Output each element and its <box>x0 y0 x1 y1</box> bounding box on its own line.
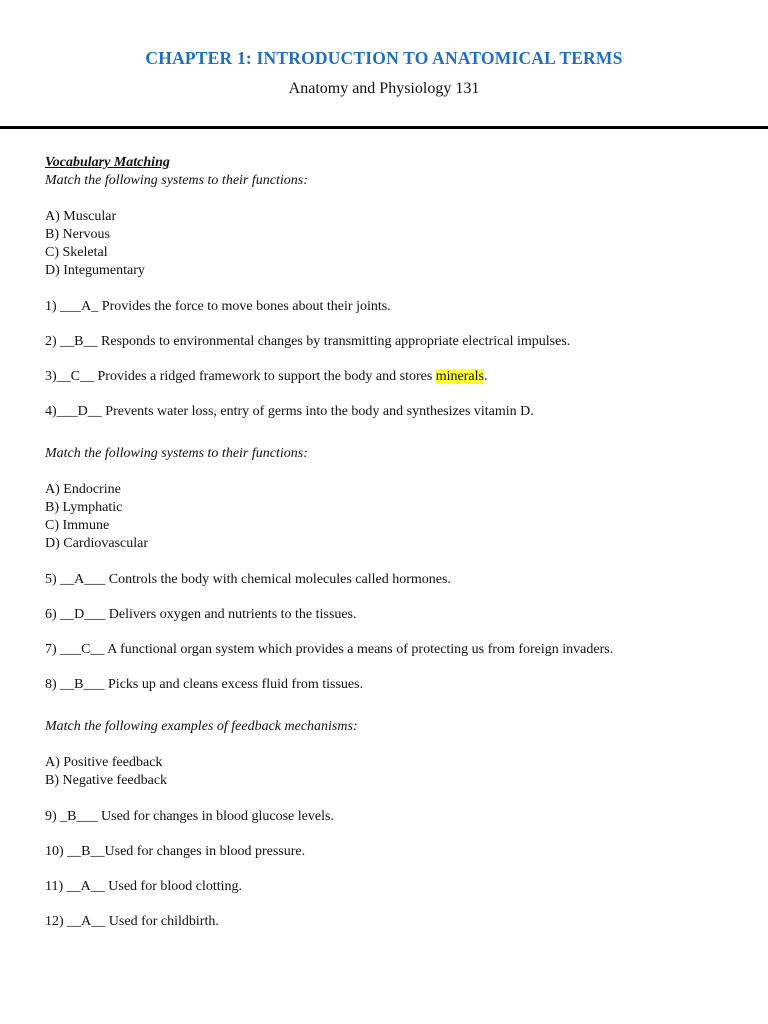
question-item <box>45 641 745 659</box>
question-list <box>45 808 745 931</box>
question-item <box>45 403 745 421</box>
question-text: Used for childbirth. <box>105 914 219 929</box>
option-item: A) Endocrine <box>45 482 121 497</box>
question-text: Used for changes in blood pressure. <box>104 844 306 859</box>
question-text: Responds to environmental changes by transmitting appropriate electrical impulses. <box>97 334 571 349</box>
question-text: Picks up and cleans excess fluid from tissues. <box>104 677 364 692</box>
question-answer: _B___ <box>60 809 98 824</box>
options-list <box>45 754 745 790</box>
question-number: 3) <box>45 369 57 384</box>
question-item <box>45 913 745 931</box>
question-item <box>45 298 745 316</box>
section-instruction: Match the following systems to their functions: <box>45 446 308 461</box>
option-item: B) Negative feedback <box>45 773 168 788</box>
question-text: Controls the body with chemical molecules called hormones. <box>105 572 451 587</box>
question-number: 1) <box>45 299 61 314</box>
question-item <box>45 843 745 861</box>
question-text: Prevents water loss, entry of germs into the body and synthesizes vitamin D. <box>101 404 534 419</box>
question-answer: __B__ <box>60 334 98 349</box>
question-text: Used for changes in blood glucose levels. <box>97 809 334 824</box>
highlighted-word: minerals <box>435 369 484 384</box>
question-item <box>45 878 745 896</box>
question-number: 12) <box>45 914 68 929</box>
section-instruction: Match the following systems to their functions: <box>45 173 308 188</box>
chapter-title: CHAPTER 1: INTRODUCTION TO ANATOMICAL TERMS <box>145 48 623 68</box>
question-text: Delivers oxygen and nutrients to the tissues. <box>105 607 357 622</box>
question-item <box>45 368 745 386</box>
question-text: Used for blood clotting. <box>104 879 243 894</box>
section-heading: Vocabulary Matching <box>45 155 170 170</box>
option-item: D) Cardiovascular <box>45 536 149 551</box>
question-item <box>45 676 745 694</box>
question-answer: __B___ <box>60 677 105 692</box>
question-list <box>45 298 745 421</box>
option-item: A) Positive feedback <box>45 755 163 770</box>
options-list <box>45 481 745 553</box>
course-subtitle: Anatomy and Physiology 131 <box>288 80 480 97</box>
matching-section-systems-2 <box>45 445 745 694</box>
question-text: A functional organ system which provides a means of protecting us from foreign invaders. <box>104 642 614 657</box>
question-number: 2) <box>45 334 61 349</box>
question-answer: ___D__ <box>56 404 102 419</box>
question-item <box>45 333 745 351</box>
option-item: D) Integumentary <box>45 263 145 278</box>
question-answer: __A__ <box>67 914 106 929</box>
option-item: B) Nervous <box>45 227 110 242</box>
question-text: Provides the force to move bones about their joints. <box>98 299 391 314</box>
question-number: 11) <box>45 879 67 894</box>
question-number: 6) <box>45 607 61 622</box>
question-answer: __A__ <box>66 879 105 894</box>
matching-section-feedback <box>45 718 745 931</box>
worksheet-body <box>45 154 745 948</box>
question-text-end: . <box>484 369 488 384</box>
option-item: C) Immune <box>45 518 110 533</box>
option-item: B) Lymphatic <box>45 500 123 515</box>
question-number: 9) <box>45 809 61 824</box>
options-list <box>45 208 745 280</box>
question-list <box>45 571 745 694</box>
question-answer: ___A_ <box>60 299 99 314</box>
question-answer: __C__ <box>56 369 95 384</box>
option-item: C) Skeletal <box>45 245 108 260</box>
question-number: 10) <box>45 844 68 859</box>
matching-section-systems-1 <box>45 172 745 421</box>
question-item <box>45 606 745 624</box>
question-text: Provides a ridged framework to support the body and stores <box>94 369 436 384</box>
question-answer: ___C__ <box>60 642 105 657</box>
question-answer: __B__ <box>67 844 105 859</box>
question-number: 8) <box>45 677 61 692</box>
question-answer: __D___ <box>60 607 106 622</box>
question-item <box>45 571 745 589</box>
question-number: 7) <box>45 642 61 657</box>
header-divider <box>0 126 768 129</box>
question-number: 5) <box>45 572 61 587</box>
question-answer: __A___ <box>60 572 106 587</box>
section-instruction: Match the following examples of feedback mechanisms: <box>45 719 358 734</box>
question-number: 4) <box>45 404 57 419</box>
option-item: A) Muscular <box>45 209 117 224</box>
question-item <box>45 808 745 826</box>
